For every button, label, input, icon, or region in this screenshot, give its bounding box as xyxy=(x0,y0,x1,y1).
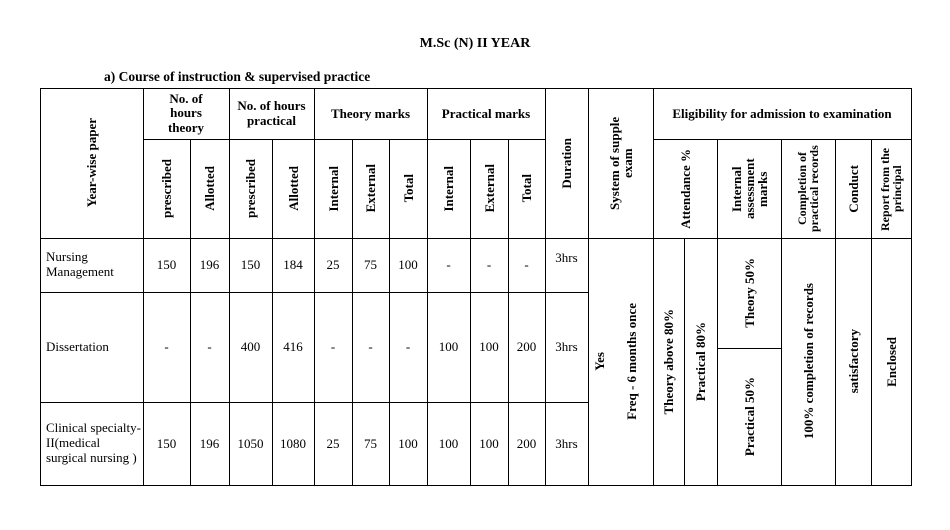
theory-total: 100 xyxy=(398,257,418,272)
theory-internal: 25 xyxy=(326,257,340,272)
paper-name: Dissertation xyxy=(46,339,109,354)
practical-internal: 100 xyxy=(438,435,459,451)
header-practical-marks: Practical marks xyxy=(441,105,531,121)
header-report: Report from the principal xyxy=(878,146,904,231)
practical-external: - xyxy=(486,257,492,272)
attendance-practical: Practical 80% xyxy=(693,321,708,402)
header-internal-assessment: Internal assessment marks xyxy=(728,158,770,219)
header-eligibility: Eligibility for admission to examination xyxy=(672,105,892,121)
duration: 3hrs xyxy=(555,435,578,451)
theory-internal: 25 xyxy=(326,435,340,451)
report-value: Enclosed xyxy=(883,336,899,387)
theory-internal: - xyxy=(330,339,336,354)
header-practical-total: Total xyxy=(519,174,534,203)
theory-external: 75 xyxy=(364,435,377,451)
header-attendance: Attendance % xyxy=(677,148,693,229)
records-completion: 100% completion of records xyxy=(800,283,816,440)
paper-name: Nursing Management xyxy=(46,249,114,279)
theory-external: - xyxy=(368,339,373,354)
header-year-wise: Year-wise paper xyxy=(84,118,99,208)
header-prescribed-practical: prescribed xyxy=(243,159,258,218)
duration: 3hrs xyxy=(555,339,578,354)
practical-prescribed: 400 xyxy=(240,339,261,354)
theory-prescribed: 150 xyxy=(156,435,177,451)
supple-frequency: Freq - 6 months once xyxy=(624,303,639,420)
header-theory-marks: Theory marks xyxy=(330,105,411,121)
header-theory-internal: Internal xyxy=(325,165,341,212)
supple-yes: Yes xyxy=(591,352,607,371)
header-theory-external: External xyxy=(363,164,378,213)
header-allotted-theory: Allotted xyxy=(202,166,217,211)
header-practical-internal: Internal xyxy=(441,165,456,212)
paper-name: Clinical specialty-II(medical surgical nursing ) xyxy=(46,420,141,465)
header-hours-practical: No. of hours practical xyxy=(237,98,306,128)
practical-total: 200 xyxy=(516,339,537,354)
practical-external: 100 xyxy=(479,339,499,354)
theory-allotted: - xyxy=(207,339,212,354)
section-subtitle: a) Course of instruction & supervised practice xyxy=(104,69,371,84)
header-conduct: Conduct xyxy=(845,164,861,213)
theory-total: 100 xyxy=(398,435,418,451)
assessment-practical: Practical 50% xyxy=(741,376,757,457)
practical-prescribed: 150 xyxy=(240,257,261,272)
theory-total: - xyxy=(405,339,411,354)
header-completion: Completion of practical records xyxy=(795,145,821,232)
practical-total: - xyxy=(524,257,529,272)
conduct-value: satisfactory xyxy=(845,329,861,394)
practical-allotted: 184 xyxy=(283,257,303,272)
theory-external: 75 xyxy=(364,257,377,272)
header-practical-external: External xyxy=(481,164,497,213)
header-prescribed-theory: prescribed xyxy=(159,159,174,218)
header-theory-total: Total xyxy=(400,174,416,203)
practical-external: 100 xyxy=(479,435,499,451)
header-hours-theory: No. of hours theory xyxy=(167,91,205,135)
page-title: M.Sc (N) II YEAR xyxy=(419,36,531,51)
duration: 3hrs xyxy=(555,250,578,265)
header-allotted-practical: Allotted xyxy=(285,166,301,211)
practical-allotted: 1080 xyxy=(280,435,306,451)
theory-prescribed: 150 xyxy=(156,257,177,272)
practical-total: 200 xyxy=(516,435,537,451)
attendance-theory: Theory above 80% xyxy=(661,308,676,415)
assessment-theory: Theory 50% xyxy=(741,258,757,328)
practical-internal: 100 xyxy=(438,339,459,354)
theory-allotted: 196 xyxy=(199,435,220,451)
header-supple: System of supple exam xyxy=(606,116,635,210)
theory-allotted: 196 xyxy=(199,257,220,272)
practical-internal: - xyxy=(446,257,451,272)
practical-allotted: 416 xyxy=(283,339,303,354)
practical-prescribed: 1050 xyxy=(237,435,264,451)
header-duration: Duration xyxy=(559,137,574,189)
theory-prescribed: - xyxy=(164,339,169,354)
